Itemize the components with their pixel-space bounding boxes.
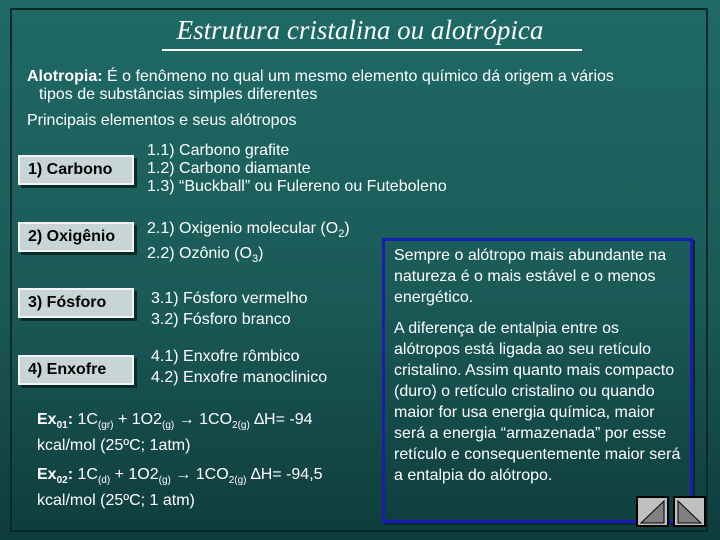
allotrope-list-enxofre [151,348,327,387]
example-2 [37,465,323,511]
element-label: 2) Oxigênio [28,228,116,245]
example-label-subscript: 02 [56,475,68,487]
equation-text: 1C [73,411,98,428]
allotrope-list-fosforo [151,290,308,329]
triangle-left-icon [638,498,667,525]
section-subtitle: Principais elementos e seus alótropos [27,112,297,129]
allotrope-subscript: 3 [251,253,259,266]
example-colon: : [67,466,74,483]
equation-text: → 1CO [170,466,229,483]
allotrope-item: 3.2) Fósforo branco [151,311,291,328]
triangle-right-icon [675,498,704,525]
example-label: Ex [37,411,57,428]
info-paragraph-2: A diferença de entalpia entre os alótropos está ligada ao seu retículo cristalino. Assim quanto mais compacto (duro) o retículo cristalino ou quando maior for usa energia química, maior será a energia “armazenada” por esse retículo e consequentemente maior será a entalpia do alótropo. [394,320,681,484]
equation-text: + 1O2 [110,466,159,483]
info-box [382,238,693,523]
allotrope-item: 1.3) “Buckball” ou Fulereno ou Futeboleno [147,178,447,195]
equation-text: + 1O2 [113,411,162,428]
element-label: 3) Fósforo [28,294,107,311]
equation-subscript: 2(g) [228,475,247,487]
allotrope-item [147,245,350,268]
equation-text: 1C [73,466,98,483]
allotrope-item: 4.1) Enxofre rômbico [151,348,300,365]
allotrope-text: 2.1) Oxigenio molecular (O [147,220,339,237]
equation-text: ∆H= -94,5 [246,466,323,483]
example-label: Ex [37,466,57,483]
info-paragraph-1: Sempre o alótropo mais abundante na natureza é o mais estável e o menos energético. [394,247,667,306]
prev-slide-button[interactable] [636,496,669,527]
element-box-carbono [18,155,134,185]
allotrope-text: ) [344,220,350,237]
equation-text: ∆H= -94 [249,411,313,428]
allotrope-item: 1.2) Carbono diamante [147,160,311,177]
intro-definition [27,68,697,104]
allotrope-text: 2.2) Ozônio (O [147,245,252,263]
equation-subscript: (gr) [97,420,114,432]
element-box-oxigenio [18,222,134,252]
equation-text: → 1CO [174,411,233,428]
allotrope-list-carbono [147,142,447,196]
example-equation [37,410,313,436]
allotrope-item: 4.2) Enxofre manoclinico [151,369,328,386]
allotrope-item: 3.1) Fósforo vermelho [151,290,308,307]
element-box-fosforo [18,288,134,318]
definition-text-2: tipos de substâncias simples diferentes [39,86,318,103]
allotrope-list-oxigenio [147,220,350,268]
next-slide-button[interactable] [673,496,706,527]
allotrope-subscript: 2 [338,228,345,241]
page-title: Estrutura cristalina ou alotrópica [176,15,544,45]
element-label: 1) Carbono [28,161,113,178]
allotrope-item: 1.1) Carbono grafite [147,142,290,159]
allotrope-item [147,220,350,243]
allotrope-text: ) [258,245,264,263]
equation-subscript: (d) [97,475,111,487]
example-colon: : [67,411,74,428]
example-conditions: kcal/mol (25ºC; 1 atm) [37,492,195,510]
element-label: 4) Enxofre [28,361,107,378]
example-1 [37,410,313,456]
definition-text-1: É o fenômeno no qual um mesmo elemento químico dá origem a vários [102,68,614,85]
equation-subscript: (g) [158,475,171,487]
element-box-enxofre [18,355,134,385]
definition-term: Alotropia: [27,68,103,85]
equation-subscript: 2(g) [232,420,250,432]
example-conditions: kcal/mol (25ºC; 1atm) [37,437,191,455]
example-label-subscript: 01 [56,420,68,432]
equation-subscript: (g) [161,420,175,432]
title-underline [162,49,582,51]
example-equation [37,465,323,491]
